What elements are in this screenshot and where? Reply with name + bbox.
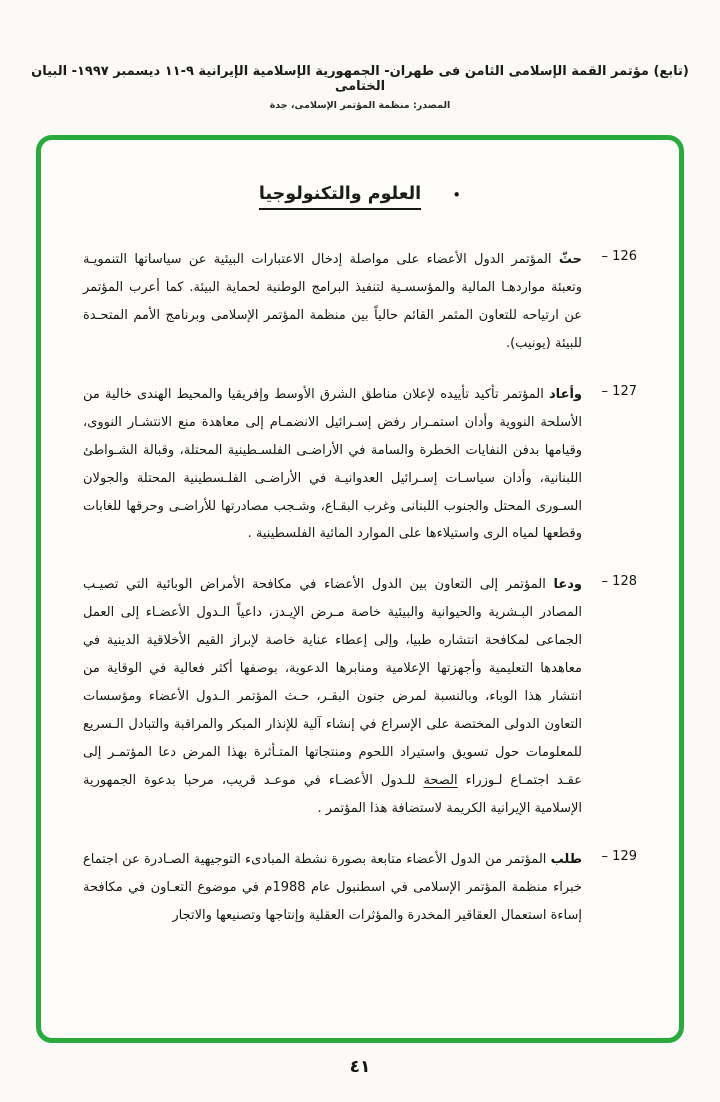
paragraph-lead-word: وأعاد	[549, 386, 582, 402]
paragraph-text	[83, 381, 582, 549]
paragraph-text	[83, 246, 582, 358]
document-content	[41, 140, 679, 930]
section-title: العلوم والتكنولوجيا	[259, 184, 421, 210]
paragraph-lead-word: حثّ	[558, 252, 582, 267]
paragraph-text	[83, 571, 582, 822]
document-source: المصدر: منظمة المؤتمر الإسلامى، جدة	[269, 100, 451, 111]
paragraph-row	[83, 381, 637, 549]
paragraph-row	[83, 246, 637, 358]
paragraph-number: 127 –	[601, 383, 637, 399]
document-title: (تابع) مؤتمر القمة الإسلامى الثامن فى طهران- الجمهورية الإسلامية الإيرانية ٩-١١ ديسمبر ١٩٩٧- البيان الختامى	[31, 64, 689, 94]
page-number: ٤١	[349, 1057, 371, 1077]
document-frame	[36, 135, 684, 1043]
paragraph-body: المؤتمر تأكيد تأييده لإعلان مناطق الشرق الأوسط وإفريقيا والمحيط الهندى خالية من الأسلحة النووية وأدان استمـرار رفض إسـرائيل الانضمـام إلى معاهدة منع الانتشـار النووى، وقيامها بدفن النفايات الخطرة والسامة في الأراضـى الفلسـطينية المحتلة، وقبالة الشـواطئ اللبنانية، وأدان سياسـات إسـرائيل العدوانيـة في الأراضـى الفلـسطينية المحتلة والجولان السـورى المحتل والجنوب اللبنانى وغرب البقـاع، وشـجب مصادرتها للأراضـى وحرقها للغابات وقطعها لمياه الرى واستيلاءها على الموارد المائية الفلسطينية .	[83, 386, 582, 542]
paragraph-number: 128 –	[601, 574, 637, 590]
paragraphs	[83, 246, 637, 930]
paragraph-row	[83, 571, 637, 822]
paragraph-body: المؤتمر إلى التعاون بين الدول الأعضاء في مكافحة الأمراض الوبائية التي تصيـب المصادر البـشرية والحيوانية والبيئية خاصة مـرض الإيـدز، داعياً الـدول الأعضـاء إلى العمل الجماعى لمكافحة انتشاره طبيا، وإلى إعطاء عناية خاصة لإبراز القيم الأخلاقية الدينية في معاهدها التعليمية وأجهزتها الإعلامية ومنابرها الدعوية، بوصفها أكثر فعالية في الوقاية من انتشار هذا الوباء، وبالنسبة لمرض جنون البقـر، حـث المؤتمر الـدول الأعضاء ومؤسسات التعاون الدولى المختصة على الإسراع في إنشاء آلية للإنذار المبكر والمراقبة والتبادل الـسريع للمعلومات حول تسويق واستيراد اللحوم ومنتجاتها المتـأثرة بهذا المرض دعا المؤتمـر إلى عقـد اجتمـاع لـوزراء الصحة للـدول الأعضـاء في موعـد قريب، مرحبا بدعوة الجمهورية الإسلامية الإيرانية الكريمة لاستضافة هذا المؤتمر .	[83, 577, 582, 816]
paragraph-number: 129 –	[601, 848, 637, 864]
bullet-icon: •	[452, 185, 462, 204]
section-heading-row	[83, 184, 637, 210]
paragraph-lead-word: ودعا	[553, 577, 582, 593]
paragraph-lead-word: طلب	[550, 851, 582, 867]
paragraph-body: المؤتمر من الدول الأعضاء متابعة بصورة نشطة المبادىء التوجيهية الصـادرة عن اجتماع خبراء منظمة المؤتمر الإسلامى في اسطنبول عام 1988م في موضوع التعـاون في مكافحة إساءة استعمال العقاقير المخدرة والمؤثرات العقلية وإنتاجها وتصنيعها والاتجار	[83, 851, 582, 923]
paragraph-row	[83, 846, 637, 930]
underlined-word: الصحة	[423, 772, 458, 788]
paragraph-body: المؤتمر الدول الأعضاء على مواصلة إدخال الاعتبارات البيئية عن سياساتها التنمويـة وتعبئة مواردهـا المالية والمؤسسـية لتنفيذ البرامج الوطنية لحماية البيئة. كما أعرب المؤتمر عن ارتياحه للتعاون المثمر القائم حالياً بين منظمة المؤتمر الإسلامى وبرنامج الأمم المتحـدة للبيئة (يونيب).	[83, 252, 582, 351]
paragraph-text	[83, 846, 582, 930]
page-footer	[0, 1057, 720, 1077]
paragraph-number: 126 –	[601, 249, 637, 264]
page-header	[0, 0, 720, 111]
